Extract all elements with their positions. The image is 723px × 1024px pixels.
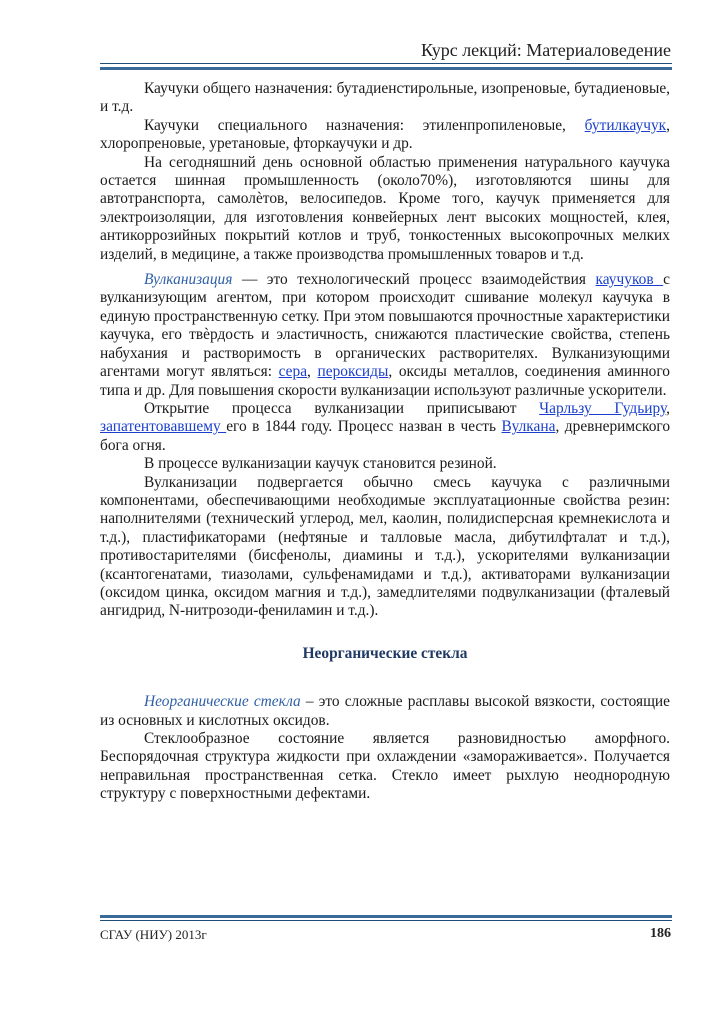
text: , древнеримского бога огня. — [100, 418, 671, 454]
paragraph-special-rubbers — [100, 117, 670, 154]
text: – это сложные расплавы высокой вязкости, состоящие из основных и кислотных оксидов. — [100, 693, 671, 729]
text: , оксиды металлов, соединения аминного типа и др. Для повышения скорости вулканизации используют различные ускорители. — [100, 363, 670, 399]
text: Каучуки специального назначения: этиленпропиленовые, — [144, 116, 585, 134]
page-content — [100, 80, 670, 804]
paragraph-rubber-becomes-resin: В процессе вулканизации каучук становится резиной. — [144, 455, 497, 473]
link-sulfur[interactable]: сера — [278, 363, 308, 381]
link-butyl-rubber[interactable]: бутилкаучук — [584, 116, 667, 134]
footer-institution: СГАУ (НИУ) 2013г — [100, 927, 207, 942]
text: Открытие процесса вулканизации приписывают — [144, 399, 540, 417]
link-vulcan[interactable]: Вулкана — [501, 418, 556, 436]
paragraph-inorganic-glass-definition — [100, 693, 670, 730]
text: с вулканизующим агентом, при котором происходит сшивание молекул каучука в единую пространственную сетку. При этом повышаются прочностные характеристики каучука, его твѐрдость и эластичность, снижаются пластические свойства, степень набухания и растворимость в органических растворителях. Вулканизующими агентами могут являться: — [100, 271, 670, 381]
paragraph-rubber-applications: На сегодняшний день основной областью применения натурального каучука остается шинная промышленность (около70%), изготовляются шины для автотранспорта, самолѐтов, велосипедов. Кроме того, каучук применяется для электроизоляции, для изготовления конвейерных лент высоких мощностей, клея, антикоррозийных покрытий котлов и труб, тонкостенных высокопрочных мелких изделий, в медицине, а также производства промышленных товаров и т.д. — [100, 153, 670, 263]
text: — это технологический процесс взаимодействия — [232, 271, 596, 289]
text: его в 1844 году. Процесс назван в честь — [226, 418, 502, 436]
footer-rule-thin — [100, 920, 672, 921]
link-patented[interactable]: запатентовавшему — [100, 418, 227, 436]
link-charles-goodyear[interactable]: Чарльзу Гудьиру — [539, 399, 667, 417]
link-peroxides[interactable]: пероксиды — [317, 363, 389, 381]
section-heading-inorganic-glass: Неорганические стекла — [302, 644, 468, 662]
page-number: 186 — [650, 926, 671, 941]
term-vulcanization: Вулканизация — [144, 271, 233, 289]
paragraph-vulcanization-mixture: Вулканизации подвергается обычно смесь каучука с различными компонентами, обеспечивающими необходимые эксплуатационные свойства резин: наполнителями (технический углерод, мел, каолин, полидисперсная кремнекислота и т.д.), пластификаторами (нефтяные и талловые масла, дибутилфталат и т.д.), противостарителями (бисфенолы, диамины и т.д.), ускорителями вулканизации (ксантогенатами, тиазолами, сульфенамидами и т.д.), активаторами вулканизации (оксидом цинка, оксидом магния и т.д.), замедлителями подвулканизации (фталевый ангидрид, N-нитрозоди-фениламин и т.д.). — [100, 473, 670, 620]
page-header-title: Курс лекций: Материаловедение — [421, 40, 671, 60]
text: , хлоропреновые, уретановые, фторкаучуки и др. — [100, 116, 670, 153]
paragraph-glassy-state: Стеклообразное состояние является разновидностью аморфного. Беспорядочная структура жидкости при охлаждении «замораживается». Получается неправильная пространственная сетка. Стекло имеет рыхлую неоднородную структуру с поверхностными дефектами. — [100, 730, 670, 803]
paragraph-vulcanization — [100, 271, 670, 400]
link-rubbers[interactable]: каучуков — [595, 271, 664, 289]
header-rule-thick — [100, 67, 672, 70]
paragraph-general-rubbers: Каучуки общего назначения: бутадиенстирольные, изопреновые, бутадиеновые, и т.д. — [100, 80, 670, 116]
term-inorganic-glass: Неорганические стекла — [144, 693, 301, 711]
footer-rule-thick — [100, 915, 672, 918]
header-rule-thin — [100, 63, 672, 64]
paragraph-vulcanization-history — [100, 400, 670, 455]
text: , — [307, 363, 318, 381]
text: , — [666, 399, 671, 417]
